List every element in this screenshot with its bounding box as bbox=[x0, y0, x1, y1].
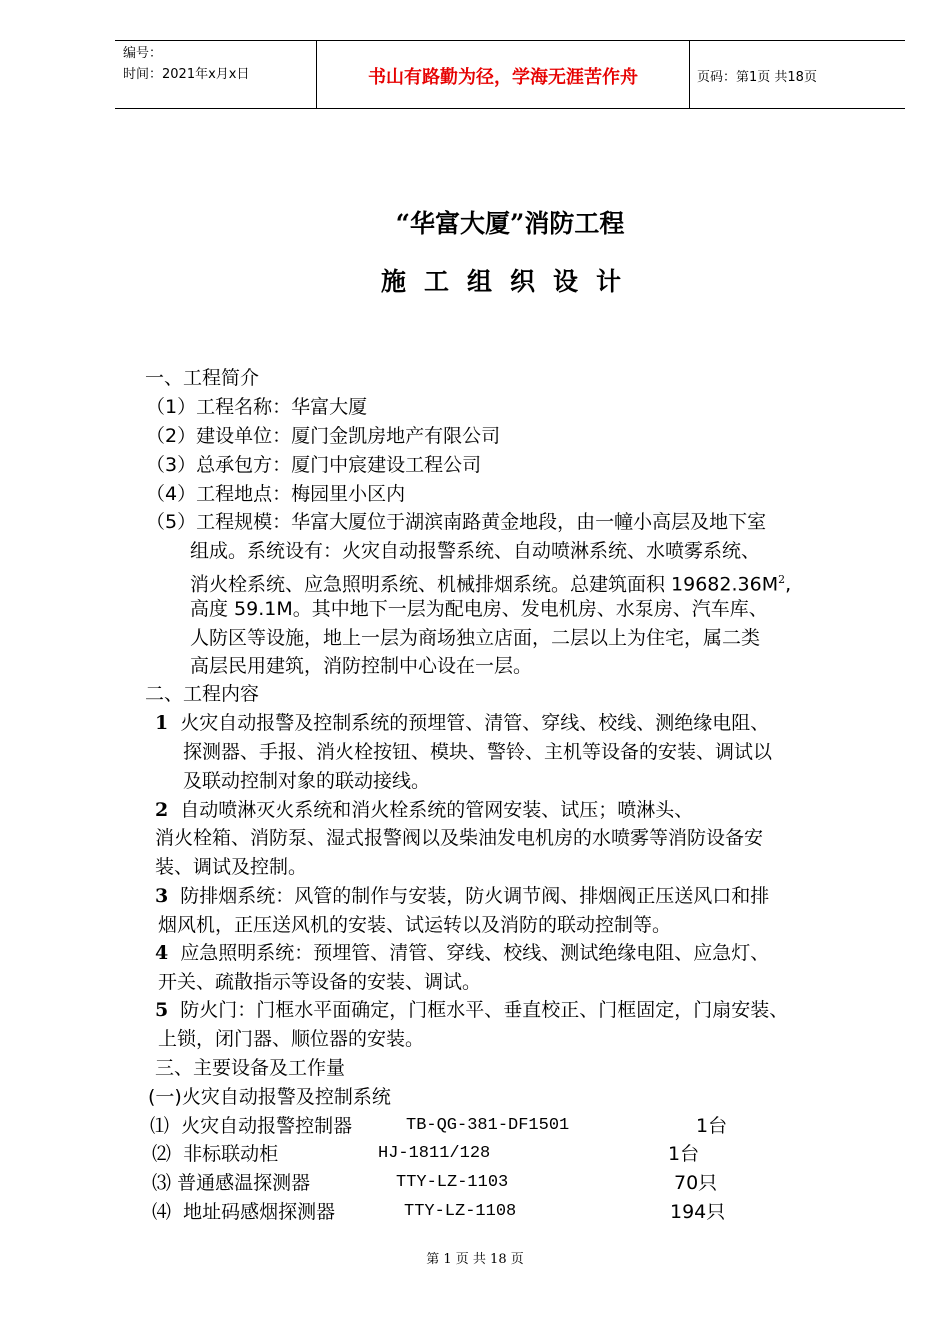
section-heading: 二、工程内容 bbox=[145, 683, 260, 705]
equipment-model: TTY-LZ-1103 bbox=[396, 1173, 509, 1192]
paragraph-line: 及联动控制对象的联动接线。 bbox=[183, 770, 431, 792]
area-comma: , bbox=[785, 573, 792, 596]
paragraph-line: 高层民用建筑，消防控制中心设在一层。 bbox=[190, 655, 533, 677]
header-divider bbox=[689, 41, 690, 108]
equipment-index: ⑵ bbox=[152, 1143, 172, 1165]
equipment-qty: 194只 bbox=[670, 1201, 726, 1223]
item-text: 防火门：门框水平面确定，门框水平、垂直校正、门框固定，门扇安装、 bbox=[180, 999, 789, 1021]
equipment-model: TTY-LZ-1108 bbox=[404, 1202, 517, 1221]
list-item bbox=[155, 798, 693, 822]
paragraph-line: 组成。系统设有：火灾自动报警系统、自动喷淋系统、水喷雾系统、 bbox=[190, 540, 761, 562]
list-item: （5）工程规模：华富大厦位于湖滨南路黄金地段，由一幢小高层及地下室 bbox=[146, 511, 767, 533]
list-item: （2）建设单位：厦门金凯房地产有限公司 bbox=[146, 425, 501, 447]
item-text: 火灾自动报警及控制系统的预埋管、清管、穿线、校线、测绝缘电阻、 bbox=[180, 712, 770, 734]
section-heading: 一、工程简介 bbox=[145, 367, 260, 389]
header-meta bbox=[123, 43, 249, 85]
subsection-heading: (一)火灾自动报警及控制系统 bbox=[148, 1086, 391, 1108]
list-item bbox=[155, 998, 788, 1022]
equipment-row bbox=[152, 1171, 752, 1195]
document-title: “华富大厦”消防工程 bbox=[395, 209, 625, 238]
list-item: （1）工程名称：华富大厦 bbox=[146, 396, 368, 418]
item-text: 应急照明系统：预埋管、清管、穿线、校线、测试绝缘电阻、应急灯、 bbox=[180, 942, 770, 964]
equipment-qty: 70只 bbox=[674, 1172, 718, 1194]
header-page-info: 页码：第1页 共18页 bbox=[697, 70, 817, 85]
page-header bbox=[115, 40, 905, 109]
list-item: （4）工程地点：梅园里小区内 bbox=[146, 483, 406, 505]
paragraph-line: 上锁，闭门器、顺位器的安装。 bbox=[158, 1028, 425, 1050]
equipment-row bbox=[152, 1200, 752, 1224]
code-label: 编号： bbox=[123, 46, 163, 61]
paragraph-line: 高度 59.1M。其中地下一层为配电房、发电机房、水泵房、汽车库、 bbox=[190, 598, 768, 620]
list-item bbox=[155, 941, 769, 965]
equipment-qty: 1台 bbox=[668, 1143, 700, 1165]
equipment-row bbox=[152, 1142, 752, 1166]
list-item bbox=[155, 884, 769, 908]
paragraph-line: 装、调试及控制。 bbox=[155, 856, 308, 878]
equipment-name: 普通感温探测器 bbox=[177, 1172, 311, 1194]
equipment-qty: 1台 bbox=[696, 1115, 728, 1137]
item-number: 4 bbox=[155, 942, 169, 964]
paragraph-line: 消火栓箱、消防泵、湿式报警阀以及柴油发电机房的水喷雾等消防设备安 bbox=[155, 827, 764, 849]
page-footer: 第 1 页 共 18 页 bbox=[426, 1252, 524, 1267]
area-text: 消火栓系统、应急照明系统、机械排烟系统。总建筑面积 19682.36M bbox=[190, 573, 779, 596]
paragraph-line: 开关、疏散指示等设备的安装、调试。 bbox=[158, 971, 482, 993]
item-number: 1 bbox=[155, 712, 169, 734]
equipment-model: TB-QG-381-DF1501 bbox=[406, 1116, 570, 1135]
time-label: 时间：2021年x月x日 bbox=[123, 67, 250, 82]
section-heading: 三、主要设备及工作量 bbox=[155, 1057, 346, 1079]
paragraph-line: 烟风机，正压送风机的安装、试运转以及消防的联动控制等。 bbox=[158, 914, 672, 936]
equipment-index: ⑷ bbox=[152, 1201, 172, 1223]
paragraph-line: 人防区等设施，地上一层为商场独立店面，二层以上为住宅，属二类 bbox=[190, 627, 761, 649]
item-number: 3 bbox=[155, 885, 169, 907]
list-item bbox=[155, 711, 769, 735]
paragraph-line bbox=[190, 568, 791, 596]
equipment-name: 非标联动柜 bbox=[183, 1143, 279, 1165]
paragraph-line: 探测器、手报、消火栓按钮、模块、警铃、主机等设备的安装、调试以 bbox=[183, 741, 773, 763]
header-motto: 书山有路勤为径，学海无涯苦作舟 bbox=[368, 67, 638, 88]
item-text: 自动喷淋灭火系统和消火栓系统的管网安装、试压；喷淋头、 bbox=[180, 799, 694, 821]
equipment-index: ⑶ bbox=[152, 1172, 172, 1194]
item-text: 防排烟系统：风管的制作与安装，防火调节阀、排烟阀正压送风口和排 bbox=[180, 885, 770, 907]
list-item: （3）总承包方：厦门中宸建设工程公司 bbox=[146, 454, 482, 476]
equipment-model: HJ-1811/128 bbox=[378, 1144, 491, 1163]
equipment-row bbox=[150, 1114, 750, 1138]
document-subtitle: 施工组织设计 bbox=[380, 267, 639, 296]
equipment-index: ⑴ bbox=[150, 1115, 170, 1137]
area-superscript: 2 bbox=[778, 573, 786, 586]
equipment-name: 火灾自动报警控制器 bbox=[181, 1115, 353, 1137]
item-number: 5 bbox=[155, 999, 169, 1021]
equipment-name: 地址码感烟探测器 bbox=[183, 1201, 336, 1223]
item-number: 2 bbox=[155, 799, 169, 821]
